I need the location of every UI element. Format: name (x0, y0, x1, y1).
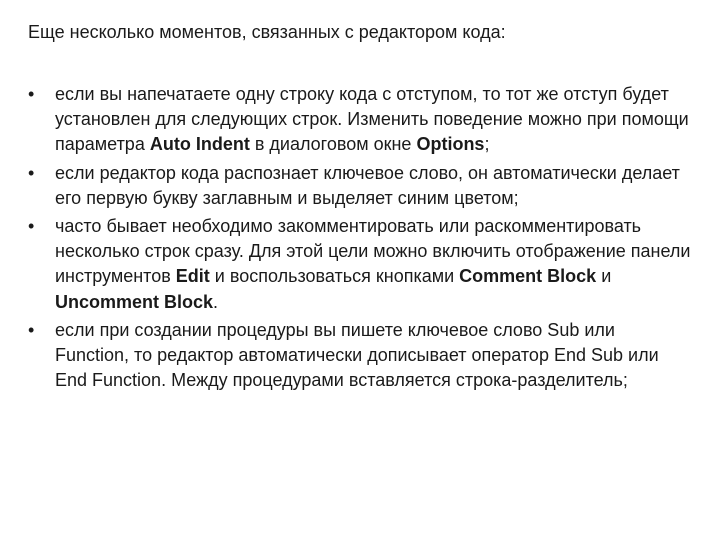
bullet-item-auto-indent (28, 82, 692, 158)
bullet-item-procedures (28, 318, 692, 394)
bold-term-edit: Edit (175, 266, 210, 287)
bullet-icon: • (28, 162, 35, 183)
bold-term-uncomment-block: Uncomment Block (55, 291, 214, 312)
bullet-text: в диалоговом окне (249, 134, 417, 155)
bullet-text: и (596, 266, 612, 287)
bullet-text: ; (484, 134, 490, 155)
bullet-text: и воспользоваться кнопками (209, 266, 460, 287)
bullet-text: если вы напечатаете одну строку кода с отступом, то тот же отступ будет установлен для следующих строк. Изменить поведение можно при помощи параметра (55, 84, 689, 155)
slide-heading: Еще несколько моментов, связанных с редактором кода: (28, 22, 506, 42)
bullet-text: часто бывает необходимо закомментировать или раскомментировать несколько строк сразу. Для этой цели можно включить отображение панели инструментов (55, 216, 691, 287)
bullet-text: если редактор кода распознает ключевое слово, он автоматически делает его первую букву заглавным и выделяет синим цветом; (55, 162, 680, 208)
bold-term-auto-indent: Auto Indent (149, 134, 250, 155)
bullet-icon: • (28, 216, 35, 237)
bold-term-comment-block: Comment Block (459, 266, 597, 287)
bullet-icon: • (28, 319, 35, 340)
bullet-text: . (213, 291, 219, 312)
bullet-list (28, 82, 692, 396)
bullet-text: если при создании процедуры вы пишете ключевое слово Sub или Function, то редактор автоматически дописывает оператор End Sub или End Function. Между процедурами вставляется строка-разделитель; (55, 319, 659, 391)
bullet-item-keywords (28, 161, 692, 211)
bullet-item-comment-block (28, 214, 692, 315)
bullet-icon: • (28, 84, 35, 104)
bold-term-options: Options (416, 134, 485, 155)
